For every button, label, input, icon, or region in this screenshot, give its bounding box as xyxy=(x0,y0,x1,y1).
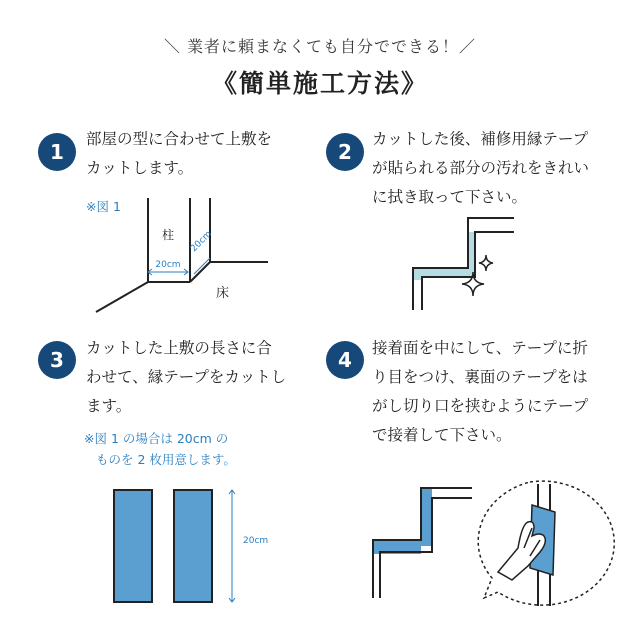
page-title: 《簡単施工方法》 xyxy=(211,69,428,98)
step-1-badge: 1 xyxy=(38,133,76,171)
figure-2-diagram xyxy=(413,218,514,310)
step-3-note: ※図 1 の場合は 20cm の ものを 2 枚用意します。 xyxy=(84,431,236,467)
figure-1-label: ※図 1 xyxy=(86,199,121,214)
step-4-badge: 4 xyxy=(326,341,364,379)
step-2-text: カットした後、補修用縁テープ が貼られる部分の汚れをきれい に拭き取って下さい。 xyxy=(372,130,590,206)
step-3-badge: 3 xyxy=(38,341,76,379)
zoom-bubble xyxy=(478,481,614,606)
floor-label: 床 xyxy=(216,286,230,301)
figure-3-diagram xyxy=(114,490,235,602)
figure-4-diagram xyxy=(373,488,472,598)
step-3-text: カットした上敷の長さに合 わせて、縁テープをカットし ます。 xyxy=(86,339,287,415)
tape-strip-left xyxy=(114,490,152,602)
pillar-label: 柱 xyxy=(161,228,175,242)
dimension-label-width: 20cm xyxy=(155,260,181,270)
dimension-label-depth: 20cm xyxy=(189,229,214,255)
step-1-text: 部屋の型に合わせて上敷を カットします。 xyxy=(86,130,273,177)
strip-height-label: 20cm xyxy=(243,536,269,546)
subtitle: ＼ 業者に頼まなくても自分でできる！／ xyxy=(163,37,477,56)
step-4-text: 接着面を中にして、テープに折 り目をつけ、裏面のテープをは がし切り口を挟むようにテープ で接着して下さい。 xyxy=(372,339,589,444)
figure-1-diagram xyxy=(96,198,268,312)
step-2-badge: 2 xyxy=(326,133,364,171)
tape-strip-right xyxy=(174,490,212,602)
